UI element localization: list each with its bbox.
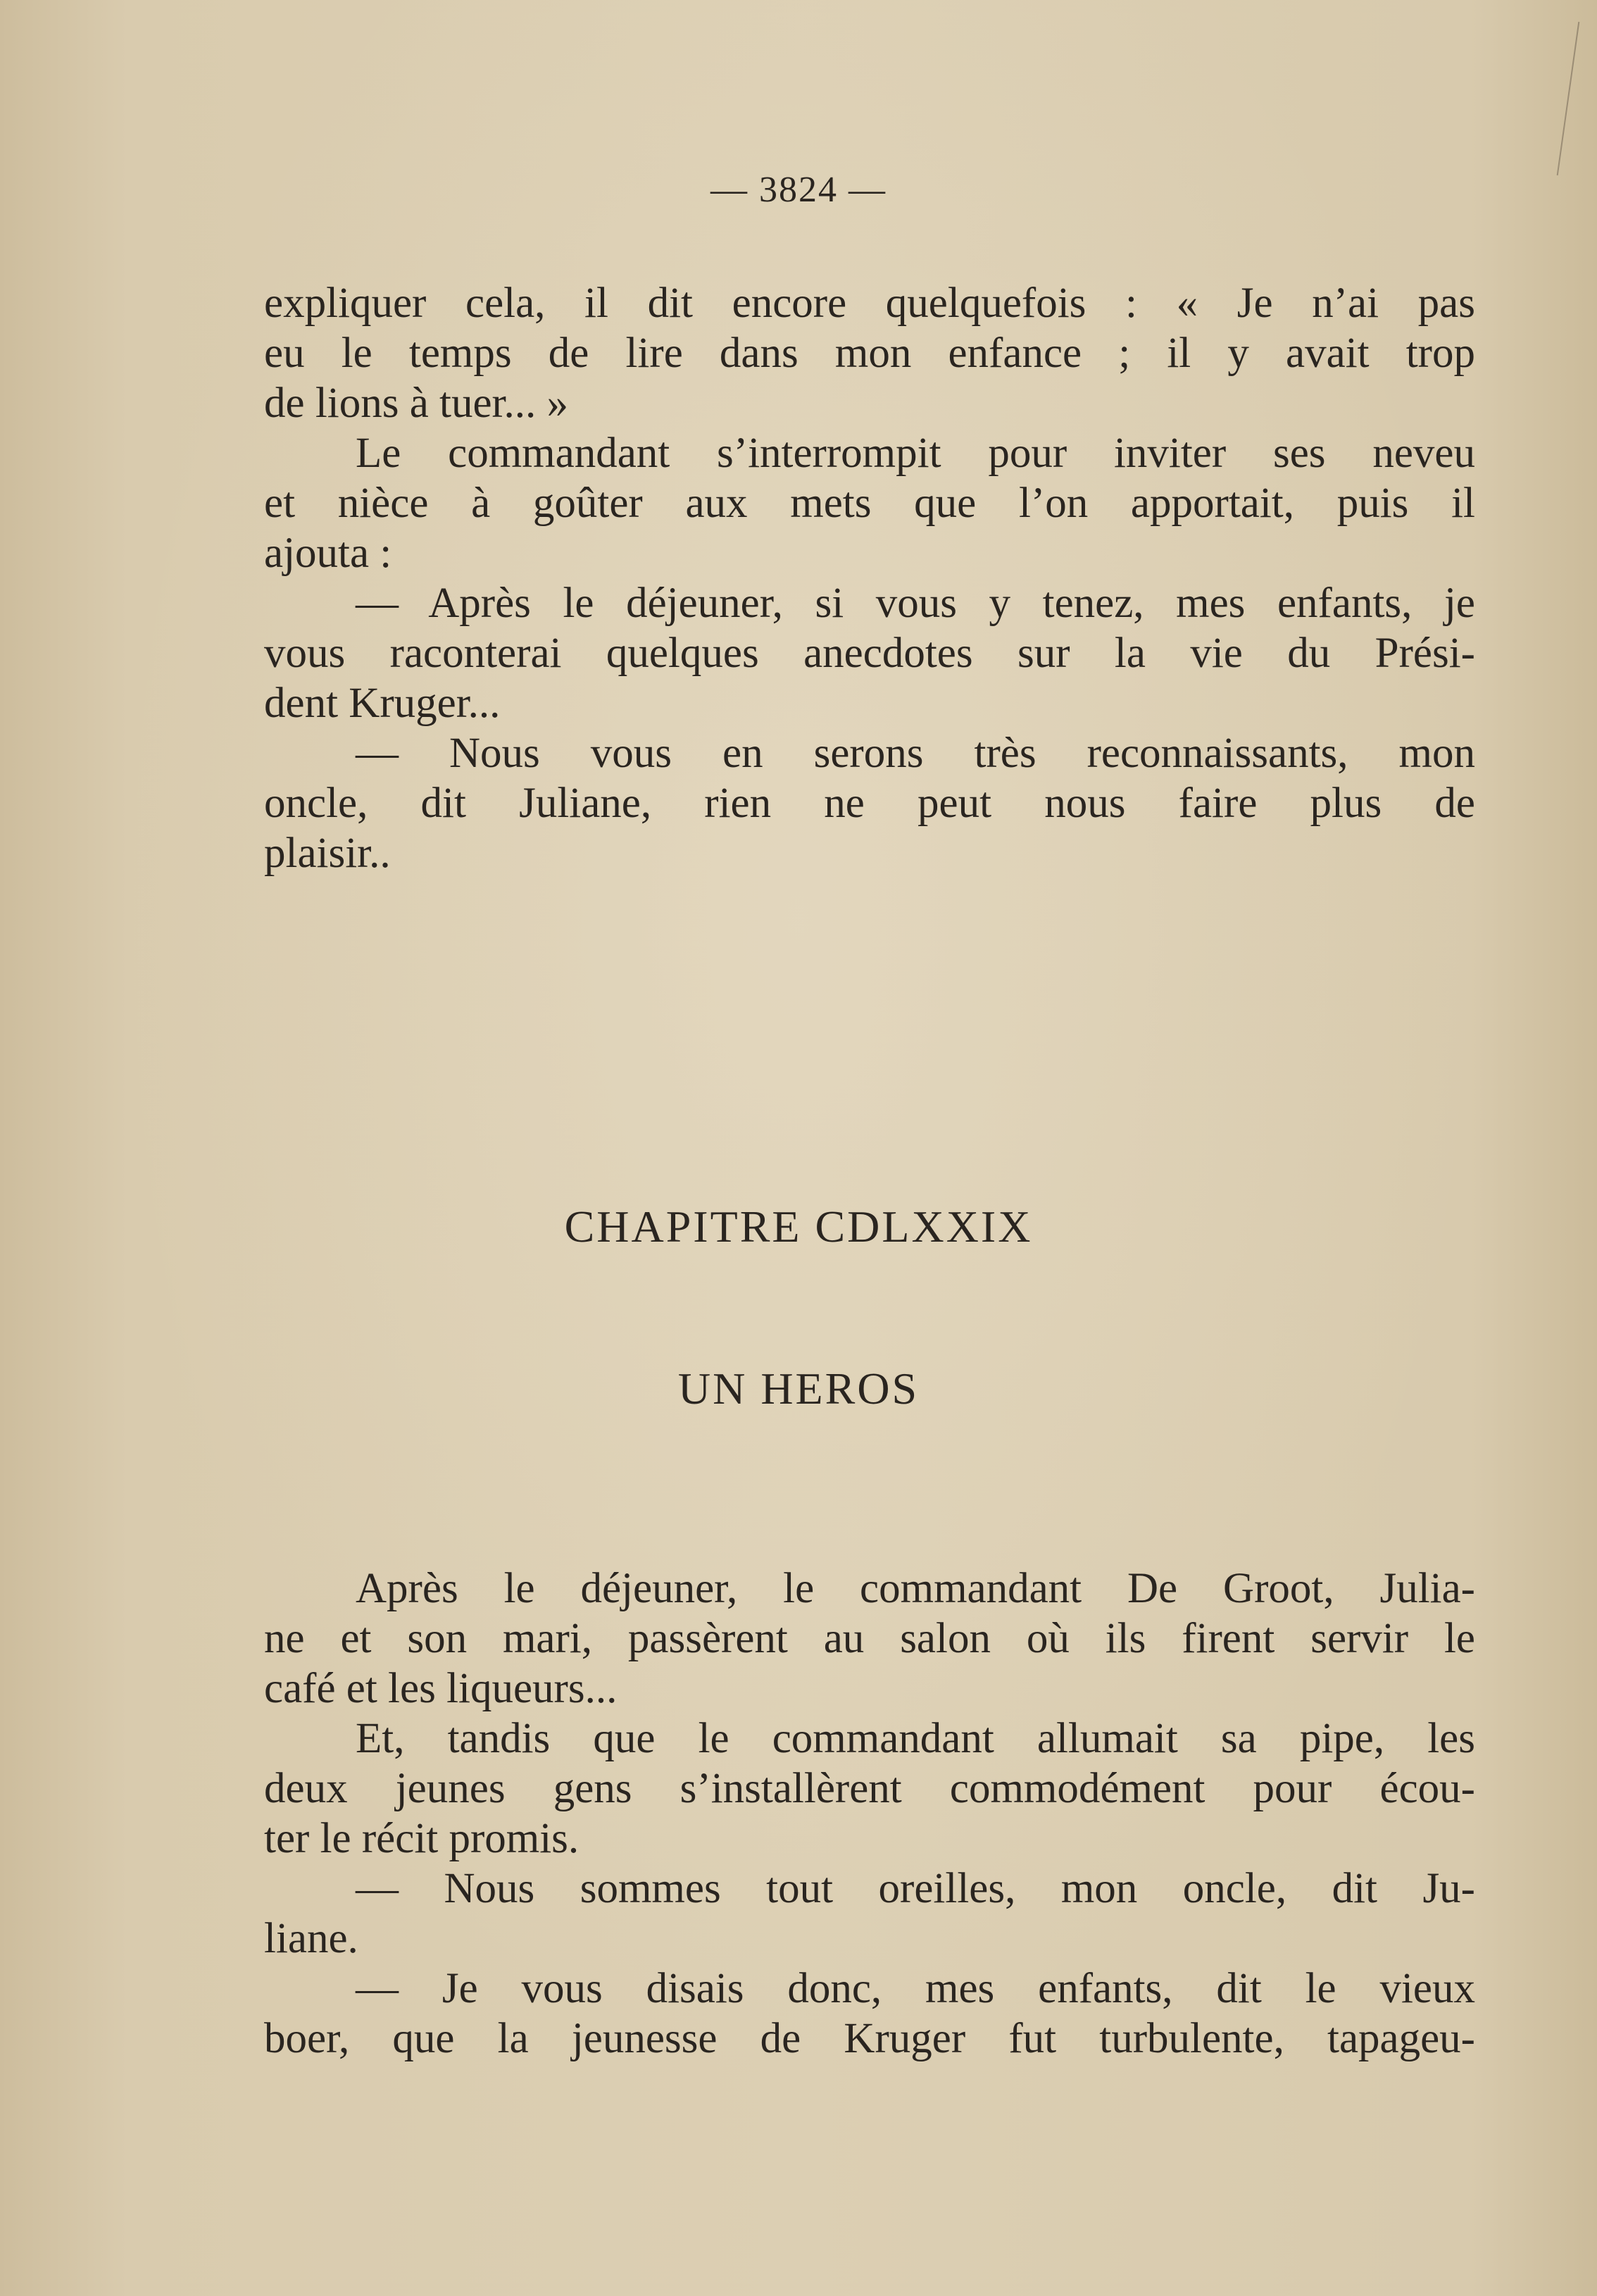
text-line: vous raconterai quelques anecdotes sur la vie du Prési- [264,630,1475,677]
chapter-title: UN HEROS [677,1364,920,1414]
page-edge-mark [1557,22,1580,175]
text-line: — Après le déjeuner, si vous y tenez, mes enfants, je [356,580,1475,627]
text-line: plaisir.. [264,830,391,877]
text-line: ter le récit promis. [264,1815,580,1862]
text-line: Le commandant s’interrompit pour inviter ses neveu [356,430,1475,477]
text-line: ajouta : [264,530,392,577]
text-line: et nièce à goûter aux mets que l’on apportait, puis il [264,480,1475,527]
text-line: oncle, dit Juliane, rien ne peut nous faire plus de [264,780,1475,827]
text-line: expliquer cela, il dit encore quelquefois : « Je n’ai pas [264,280,1475,327]
text-line: boer, que la jeunesse de Kruger fut turbulente, tapageu- [264,2015,1475,2062]
text-line: eu le temps de lire dans mon enfance ; il y avait trop [264,330,1475,377]
text-line: liane. [264,1915,358,1962]
text-line: de lions à tuer... » [264,380,569,427]
text-line: dent Kruger... [264,680,501,727]
chapter-number: CHAPITRE CDLXXIX [564,1202,1033,1252]
text-line: café et les liqueurs... [264,1665,618,1712]
text-line: — Nous sommes tout oreilles, mon oncle, dit Ju- [356,1865,1475,1912]
passage-two [264,1564,1475,2064]
passage-one [264,278,1475,878]
text-line: ne et son mari, passèrent au salon où ils firent servir le [264,1615,1475,1662]
text-line: deux jeunes gens s’installèrent commodément pour écou- [264,1765,1475,1812]
text-line: — Je vous disais donc, mes enfants, dit le vieux [356,1965,1475,2012]
page-number: — 3824 — [710,170,887,210]
text-line: — Nous vous en serons très reconnaissants, mon [356,730,1475,777]
text-line: Et, tandis que le commandant allumait sa pipe, les [356,1715,1475,1762]
text-line: Après le déjeuner, le commandant De Groot, Julia- [356,1565,1475,1612]
